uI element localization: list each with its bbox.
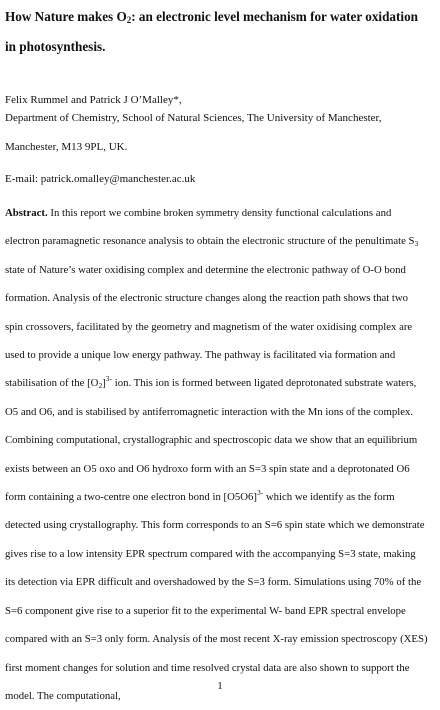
affiliation: Department of Chemistry, School of Natural Sciences, The University of Manchester, Manchester, M13 9PL, UK. (5, 112, 382, 153)
abstract-text-3: ] (102, 377, 106, 390)
abstract-text-4: ion. This ion is formed between ligated deprotonated substrate waters, O5 and O6, and is stabilised by antiferromagnetic interaction with the Mn ions of the complex. Combining computational, crystallographic and spectroscopic data we show that an equilibrium exists between an O5 oxo and O6 hydroxo form with an S=3 spin state and a deprotonated O6 form containing a two-centre one electron bond in [O5O6] (5, 377, 418, 504)
page-number: 1 (217, 680, 223, 692)
author-list: Felix Rummel and Patrick J O’Malley*, (5, 94, 182, 106)
abstract-text-1: In this report we combine broken symmetry density functional calculations and electron paramagnetic resonance analysis to obtain the electronic structure of the penultimate S (5, 207, 415, 248)
abstract-subscript-o2: 2 (98, 381, 103, 391)
contact-email: E-mail: patrick.omalley@manchester.ac.uk (5, 173, 196, 185)
paper-title (5, 2, 430, 62)
title-subscript: 2 (126, 15, 132, 25)
abstract-subscript-s3: 3 (414, 239, 419, 249)
abstract-label: Abstract. (5, 207, 48, 219)
abstract-superscript-charge-2: 3- (256, 488, 264, 498)
abstract-superscript-charge-1: 3- (105, 374, 113, 384)
abstract (5, 199, 428, 710)
abstract-text-5: which we identify as the form detected using crystallography. This form corresponds to an S=6 spin state which we demonstrate gives rise to a low intensity EPR spectrum compared with the accompanying S=3 state, making its detection via EPR difficult and overshadowed by the S=3 form. Simulations using 70% of the S=6 component give rise to a superior fit to the experimental W- band EPR spectral envelope compared with an S=3 only form. Analysis of the most recent X-ray emission spectroscopy (XES) first moment changes for solution and time resolved crystal data are also shown to support the model. The computational, (5, 491, 428, 702)
title-text-part1: How Nature makes O (5, 9, 127, 24)
abstract-text-2: state of Nature’s water oxidising complex and determine the electronic pathway of O-O bond formation. Analysis of the electronic structure changes along the reaction path shows that two spin crossovers, facilitated by the geometry and magnetism of the water oxidising complex are used to provide a unique low energy pathway. The pathway is facilitated via formation and stabilisation of the [O (5, 263, 413, 390)
title-text-part2: : an electronic level mechanism for water oxidation in photosynthesis. (5, 9, 419, 54)
